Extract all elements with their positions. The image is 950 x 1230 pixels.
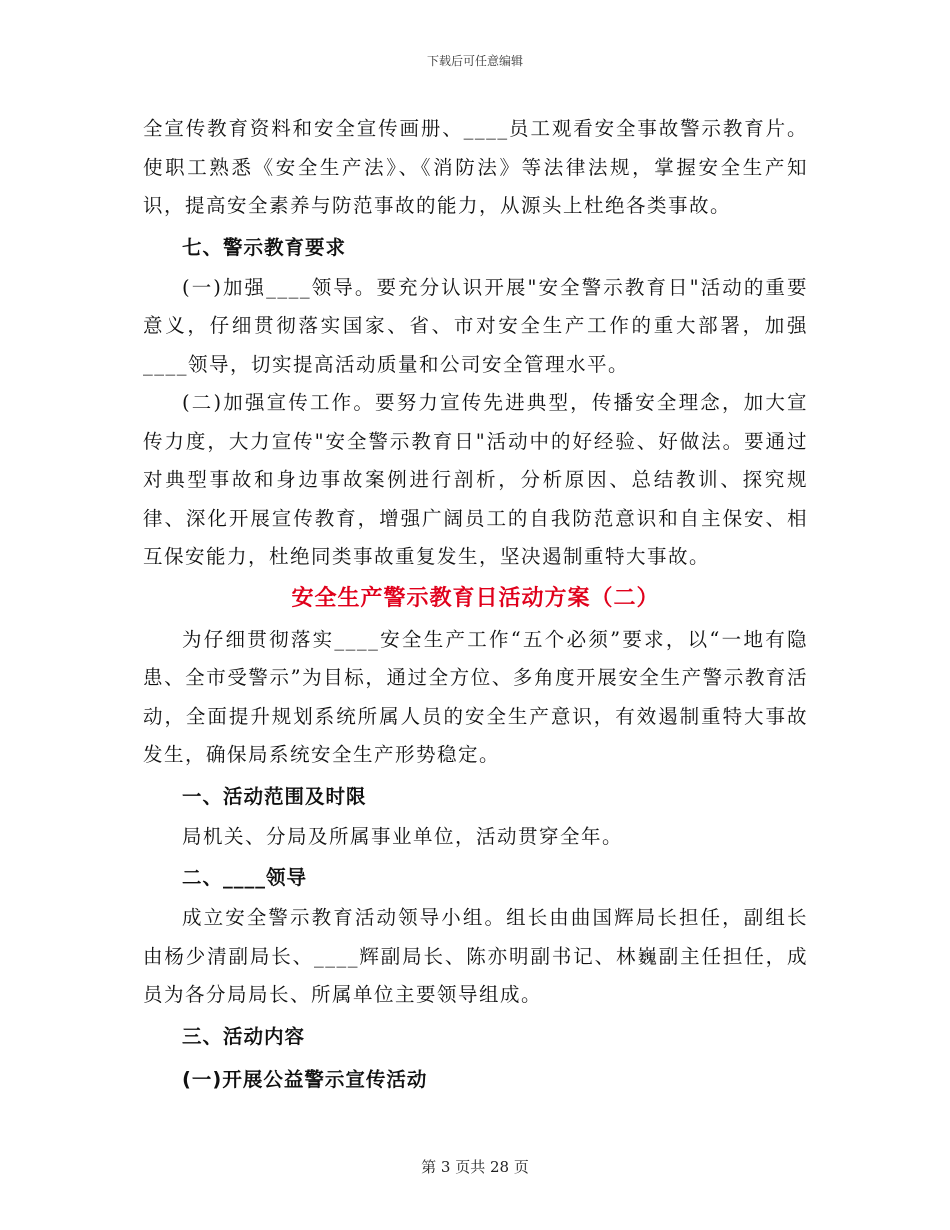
section-heading-one: 一、活动范围及时限 [182,784,367,808]
subsection-heading-one: (一)开展公益警示宣传活动 [182,1067,428,1091]
section-heading-seven: 七、警示教育要求 [182,235,347,259]
document-body [143,110,808,1101]
paragraph-continued: 全宣传教育资料和安全宣传画册、____员工观看安全事故警示教育片。使职工熟悉《安全生产法》、《消防法》等法律法规，掌握安全生产知识，提高安全素养与防范事故的能力，从源头上杜绝各类事故。 [143,117,808,217]
paragraph-leadership: (一)加强____领导。要充分认识开展"安全警示教育日"活动的重要意义，仔细贯彻落实国家、省、市对安全生产工作的重大部署，加强____领导，切实提高活动质量和公司安全管理水平。 [143,275,808,376]
page-header: 下载后可任意编辑 [426,54,523,68]
paragraph-intro: 为仔细贯彻落实____安全生产工作“五个必须”要求，以“一地有隐患、全市受警示”为目标，通过全方位、多角度开展安全生产警示教育活动，全面提升规划系统所属人员的安全生产意识，有效遏制重特大事故发生，确保局系统安全生产形势稳定。 [143,627,808,766]
paragraph-group: 成立安全警示教育活动领导小组。组长由曲国辉局长担任，副组长由杨少清副局长、____辉副局长、陈亦明副书记、林巍副主任担任，成员为各分局局长、所属单位主要领导组成。 [143,906,808,1006]
paragraph-scope: 局机关、分局及所属事业单位，活动贯穿全年。 [182,824,624,848]
section-heading-three: 三、活动内容 [182,1024,306,1048]
section-heading-two: 二、____领导 [182,866,308,889]
document-title: 安全生产警示教育日活动方案（二） [291,585,660,611]
paragraph-publicity: (二)加强宣传工作。要努力宣传先进典型，传播安全理念，加大宣传力度，大力宣传"安全警示教育日"活动中的好经验、好做法。要通过对典型事故和身边事故案例进行剖析，分析原因、总结教训、探究规律、深化开展宣传教育，增强广阔员工的自我防范意识和自主保安、相互保安能力，杜绝同类事故重复发生，坚决遏制重特大事故。 [143,391,808,568]
page-footer: 第 3 页共 28 页 [421,1158,529,1176]
